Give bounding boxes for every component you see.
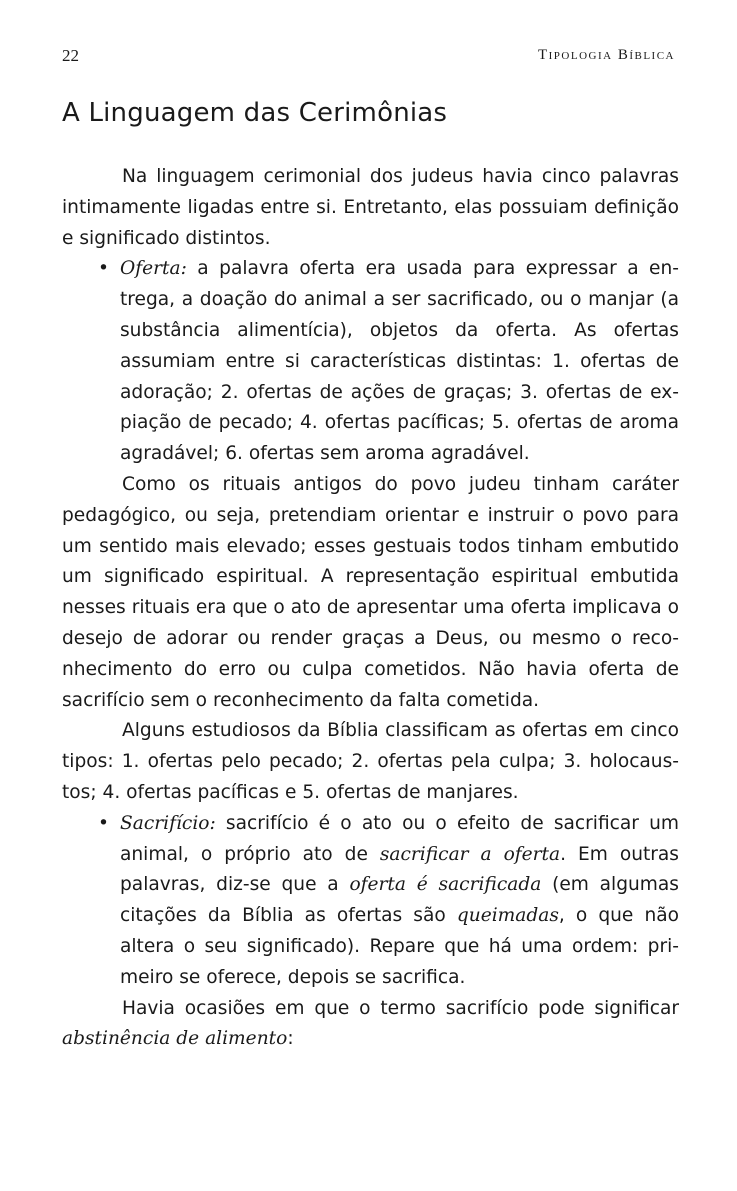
emphasis-sacrificar-a-oferta: sacrificar a oferta [379, 843, 561, 865]
paragraph-abstinencia-end: : [287, 1028, 294, 1050]
page-number: 22 [62, 46, 79, 65]
bullet-sacrificio-text-d: , o que não altera o seu significado). Repare que há uma ordem: primeiro se oferece, depois se sacrifica. [120, 905, 680, 988]
term-oferta: Oferta: [120, 258, 187, 280]
running-header [62, 46, 675, 70]
body-text [62, 162, 679, 1055]
bullet-sacrificio-text-a: sacrifício é o ato ou o efeito de sacrificar um animal, o próprio ato de [120, 812, 679, 865]
emphasis-oferta-sacrificada: oferta é sacrificada [349, 874, 542, 896]
paragraph-rituais: Como os rituais antigos do povo judeu tinham caráter pedagógico, ou seja, pretendiam orientar e instruir o povo para um sentido mais elevado; esses gestuais todos tinham embutido um significado espiritual. A representação espiritual embutida nesses rituais era que o ato de apresentar uma oferta implicava o desejo de adorar ou render graças a Deus, ou mesmo o reconhecimento do erro ou culpa cometidos. Não havia oferta de sacrifício sem o reconhecimento da falta cometida. [62, 473, 679, 711]
chapter-title: A Linguagem das Cerimônias [62, 98, 448, 128]
bullet-sacrificio-text-b: . Em outras palavras, diz-se que a [120, 843, 679, 896]
paragraph-estudiosos: Alguns estudiosos da Bíblia classificam as ofertas em cinco tipos: 1. ofertas pelo pecado; 2. ofertas pela culpa; 3. holocaustos; 4. ofertas pacíficas e 5. ofertas de manjares. [62, 720, 679, 803]
bullet-oferta [62, 254, 679, 470]
paragraph-intro: Na linguagem cerimonial dos judeus havia cinco palavras intimamente ligadas entre si. Entretanto, elas possuiam definição e significado distintos. [62, 166, 679, 249]
bullet-mark: • [98, 258, 109, 280]
bullet-sacrificio-text-c: (em algumas citações da Bíblia as ofertas são [120, 874, 679, 927]
term-sacrificio: Sacrifício: [120, 812, 216, 834]
paragraph-abstinencia-text: Havia ocasiões em que o termo sacrifício pode significar [122, 997, 679, 1019]
bullet-mark: • [98, 812, 109, 834]
book-title: Tipologia Bíblica [537, 47, 675, 63]
emphasis-queimadas: queimadas [456, 905, 559, 927]
paragraph-abstinencia [62, 994, 679, 1056]
bullet-sacrificio [62, 809, 679, 994]
bullet-oferta-text: a palavra oferta era usada para expressar a entrega, a doação do animal a ser sacrificado, ou o manjar (a substância alimentícia), objetos da oferta. As ofertas assumiam entre si características distintas: 1. ofertas de adoração; 2. ofertas de ações de graças; 3. ofertas de expiação de pecado; 4. ofertas pacíficas; 5. ofertas de aroma agradável; 6. ofertas sem aroma agradável. [120, 258, 679, 465]
emphasis-abstinencia: abstinência de alimento [62, 1028, 288, 1050]
